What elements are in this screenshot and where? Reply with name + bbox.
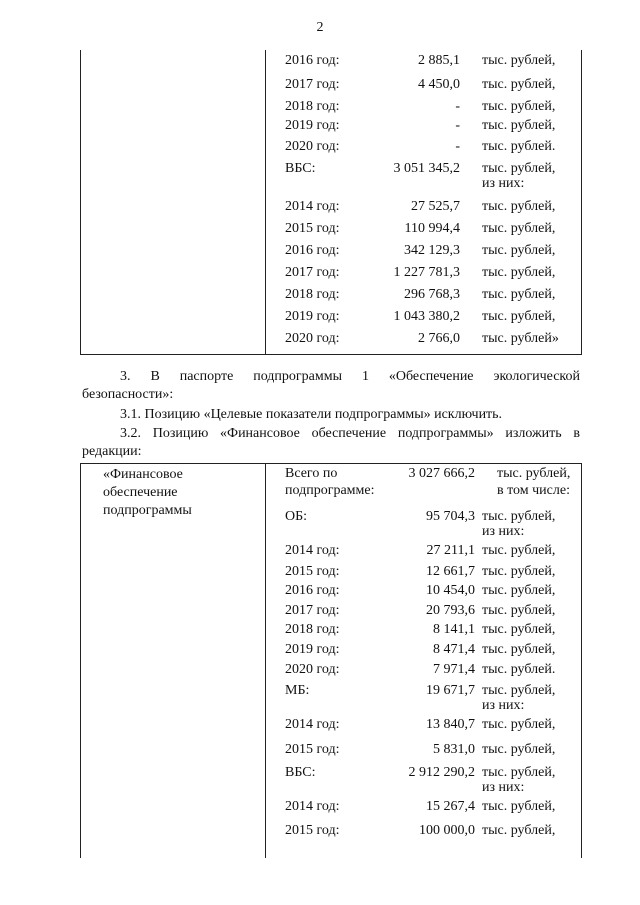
row-unit: тыс. рублей, — [482, 564, 556, 579]
row-unit: тыс. рублей. — [482, 139, 556, 154]
row-amount: - — [455, 118, 460, 133]
row-unit: тыс. рублей, — [482, 199, 556, 214]
table2-border-left — [80, 463, 81, 858]
table-row — [285, 602, 585, 620]
total-unit-line2: в том числе: — [497, 483, 570, 498]
row-unit: тыс. рублей, — [482, 683, 556, 698]
row-label: 2016 год: — [285, 243, 340, 258]
row-unit: тыс. рублей, — [482, 509, 556, 524]
row-amount: 296 768,3 — [404, 287, 460, 302]
row-label: 2020 год: — [285, 139, 340, 154]
row-amount: 2 885,1 — [418, 53, 460, 68]
row-label: 2016 год: — [285, 583, 340, 598]
row-amount: 100 000,0 — [419, 823, 475, 838]
paragraph-3-2-line2: редакции: — [82, 444, 142, 459]
row-label: 2018 год: — [285, 622, 340, 637]
row-label: 2014 год: — [285, 717, 340, 732]
row-label: 2015 год: — [285, 742, 340, 757]
table-row — [285, 621, 585, 639]
table-row — [285, 822, 585, 840]
row-amount: 15 267,4 — [426, 799, 475, 814]
row-amount: 342 129,3 — [404, 243, 460, 258]
table1-border-middle — [265, 50, 266, 355]
row-label: 2014 год: — [285, 543, 340, 558]
row-unit: тыс. рублей, — [482, 77, 556, 92]
table-row — [285, 220, 585, 238]
row-amount: 1 043 380,2 — [393, 309, 460, 324]
table-row — [285, 582, 585, 600]
table-row — [285, 98, 585, 116]
row-unit: тыс. рублей, — [482, 765, 556, 780]
paragraph-3-1: 3.1. Позицию «Целевые показатели подпрограммы» исключить. — [120, 407, 503, 422]
row-unit: тыс. рублей, — [482, 265, 556, 280]
total-unit-line1: тыс. рублей, — [497, 466, 571, 481]
table-row — [285, 716, 585, 734]
table2-border-middle — [265, 463, 266, 858]
row-label: 2015 год: — [285, 221, 340, 236]
row-amount: 1 227 781,3 — [393, 265, 460, 280]
row-unit: тыс. рублей. — [482, 662, 556, 677]
row-unit-sub: из них: — [482, 698, 525, 713]
table-row — [285, 741, 585, 759]
row-unit: тыс. рублей, — [482, 99, 556, 114]
row-amount: 4 450,0 — [418, 77, 460, 92]
table-row — [285, 308, 585, 326]
row-amount: 95 704,3 — [426, 509, 475, 524]
row-amount: 20 793,6 — [426, 603, 475, 618]
row-label: 2018 год: — [285, 99, 340, 114]
row-unit: тыс. рублей, — [482, 642, 556, 657]
row-amount: 2 766,0 — [418, 331, 460, 346]
page-number: 2 — [316, 20, 324, 35]
table-row — [285, 542, 585, 560]
row-unit: тыс. рублей, — [482, 221, 556, 236]
table-row — [285, 117, 585, 135]
row-unit: тыс. рублей, — [482, 53, 556, 68]
table-row — [285, 764, 585, 795]
row-unit-sub: из них: — [482, 780, 525, 795]
paragraph-3-2-line1: 3.2. Позицию «Финансовое обеспечение подпрограммы» изложить в — [120, 426, 580, 441]
table-row — [285, 682, 585, 713]
row-label: 2020 год: — [285, 662, 340, 677]
row-unit: тыс. рублей, — [482, 823, 556, 838]
table2-label-line: «Финансовое — [103, 467, 183, 482]
paragraph-3-line1: 3. В паспорте подпрограммы 1 «Обеспечение экологической — [120, 369, 580, 384]
row-label: 2015 год: — [285, 823, 340, 838]
total-label-line1: Всего по — [285, 466, 338, 481]
row-unit: тыс. рублей, — [482, 118, 556, 133]
row-label: 2014 год: — [285, 799, 340, 814]
row-unit: тыс. рублей, — [482, 161, 556, 176]
row-label: 2015 год: — [285, 564, 340, 579]
table-row — [285, 264, 585, 282]
row-amount: 10 454,0 — [426, 583, 475, 598]
table-row — [285, 160, 585, 191]
row-amount: 3 051 345,2 — [393, 161, 460, 176]
table2-border-top — [80, 463, 582, 464]
row-amount: 2 912 290,2 — [408, 765, 475, 780]
table2-label-line: обеспечение — [103, 485, 178, 500]
row-amount: - — [455, 139, 460, 154]
row-amount: 8 141,1 — [433, 622, 475, 637]
row-label: 2019 год: — [285, 642, 340, 657]
row-unit: тыс. рублей» — [482, 331, 559, 346]
row-amount: 5 831,0 — [433, 742, 475, 757]
table-row — [285, 508, 585, 539]
row-unit: тыс. рублей, — [482, 243, 556, 258]
total-amount: 3 027 666,2 — [408, 466, 475, 481]
table-row — [285, 330, 585, 348]
row-unit: тыс. рублей, — [482, 622, 556, 637]
row-label: 2019 год: — [285, 118, 340, 133]
row-amount: 7 971,4 — [433, 662, 475, 677]
row-label: 2018 год: — [285, 287, 340, 302]
row-unit: тыс. рублей, — [482, 543, 556, 558]
row-unit-sub: из них: — [482, 524, 525, 539]
row-unit: тыс. рублей, — [482, 583, 556, 598]
row-unit: тыс. рублей, — [482, 287, 556, 302]
table2-label-line: подпрограммы — [103, 503, 192, 518]
table-row — [285, 76, 585, 94]
row-unit: тыс. рублей, — [482, 309, 556, 324]
table-row — [285, 661, 585, 679]
table-row — [285, 641, 585, 659]
row-unit: тыс. рублей, — [482, 603, 556, 618]
table-row — [285, 286, 585, 304]
table-row — [285, 52, 585, 70]
row-label: 2014 год: — [285, 199, 340, 214]
row-label: 2017 год: — [285, 265, 340, 280]
row-amount: 8 471,4 — [433, 642, 475, 657]
row-label: ОБ: — [285, 509, 308, 524]
row-amount: 19 671,7 — [426, 683, 475, 698]
table2-label — [103, 466, 243, 520]
row-unit: тыс. рублей, — [482, 717, 556, 732]
row-label: 2020 год: — [285, 331, 340, 346]
table-row — [285, 198, 585, 216]
table-row — [285, 798, 585, 816]
row-unit: тыс. рублей, — [482, 742, 556, 757]
row-label: МБ: — [285, 683, 310, 698]
table-row — [285, 563, 585, 581]
row-label: 2019 год: — [285, 309, 340, 324]
row-amount: 12 661,7 — [426, 564, 475, 579]
row-unit-sub: из них: — [482, 176, 525, 191]
row-label: ВБС: — [285, 765, 316, 780]
paragraph-3-line2: безопасности»: — [82, 387, 174, 402]
row-label: ВБС: — [285, 161, 316, 176]
table1-border-bottom — [80, 354, 582, 355]
row-amount: 110 994,4 — [404, 221, 460, 236]
row-amount: - — [455, 99, 460, 114]
row-amount: 27 211,1 — [426, 543, 475, 558]
table-row — [285, 138, 585, 156]
row-label: 2017 год: — [285, 77, 340, 92]
table1-border-left — [80, 50, 81, 355]
row-unit: тыс. рублей, — [482, 799, 556, 814]
row-label: 2016 год: — [285, 53, 340, 68]
row-label: 2017 год: — [285, 603, 340, 618]
total-label-line2: подпрограмме: — [285, 483, 375, 498]
row-amount: 27 525,7 — [411, 199, 460, 214]
row-amount: 13 840,7 — [426, 717, 475, 732]
table-row — [285, 242, 585, 260]
